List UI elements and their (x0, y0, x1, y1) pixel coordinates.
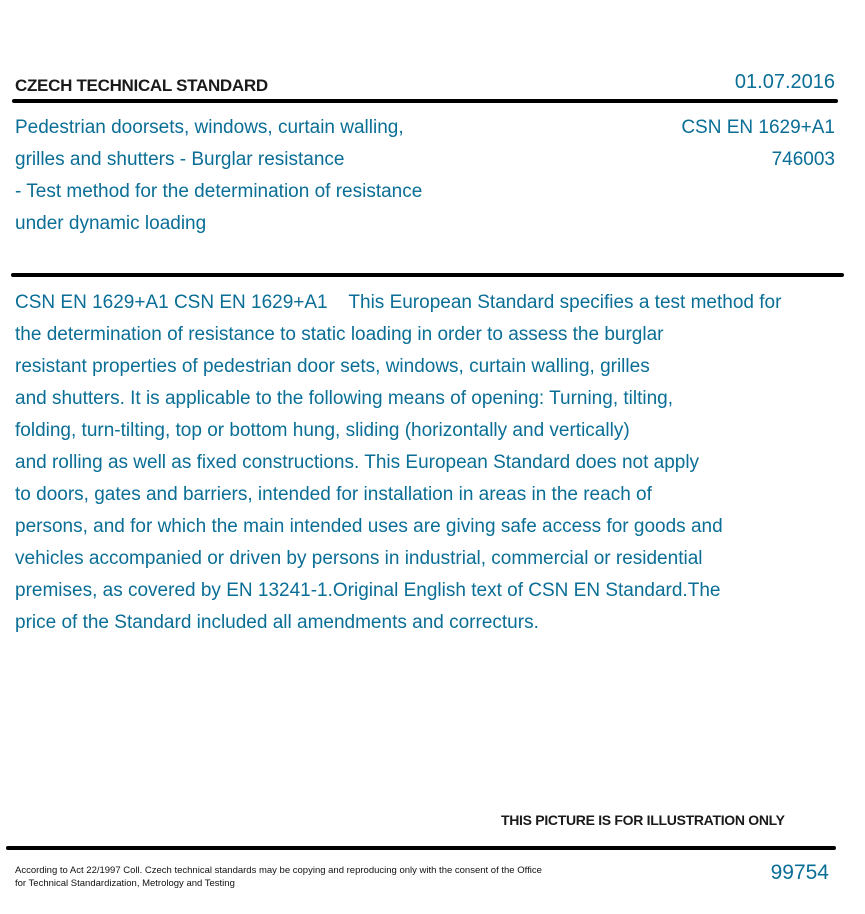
description-line: to doors, gates and barriers, intended for installation in areas in the reach of (15, 484, 652, 505)
publication-date: 01.07.2016 (734, 71, 835, 93)
title-line: under dynamic loading (15, 213, 207, 234)
description-line: CSN EN 1629+A1 CSN EN 1629+A1 This European Standard specifies a test method for (15, 292, 782, 313)
standard-description (15, 287, 781, 639)
standard-identifiers (681, 112, 835, 176)
illustration-note: THIS PICTURE IS FOR ILLUSTRATION ONLY (501, 812, 785, 828)
title-rule (11, 273, 844, 277)
footer-rule (6, 846, 836, 850)
description-line: the determination of resistance to static loading in order to assess the burglar (15, 324, 664, 345)
description-line: vehicles accompanied or driven by persons in industrial, commercial or residential (15, 548, 703, 569)
legal-line: According to Act 22/1997 Coll. Czech technical standards may be copying and reproducing only with the consent of the Office (15, 865, 542, 876)
standard-title (15, 112, 422, 240)
document-id: 99754 (770, 861, 829, 884)
standard-number: 746003 (771, 149, 835, 170)
title-line: grilles and shutters - Burglar resistance (15, 149, 345, 170)
title-line: Pedestrian doorsets, windows, curtain walling, (15, 117, 404, 138)
description-line: resistant properties of pedestrian door sets, windows, curtain walling, grilles (15, 356, 650, 377)
description-line: persons, and for which the main intended uses are giving safe access for goods and (15, 516, 723, 537)
description-line: and shutters. It is applicable to the following means of opening: Turning, tilting, (15, 388, 674, 409)
header-rule (12, 99, 838, 103)
standard-code: CSN EN 1629+A1 (681, 117, 835, 138)
document-type-label: CZECH TECHNICAL STANDARD (15, 76, 268, 95)
legal-notice (15, 864, 542, 890)
description-line: and rolling as well as fixed constructions. This European Standard does not apply (15, 452, 700, 473)
legal-line: for Technical Standardization, Metrology and Testing (15, 878, 235, 889)
description-line: premises, as covered by EN 13241-1.Original English text of CSN EN Standard.The (15, 580, 721, 601)
description-line: folding, turn-tilting, top or bottom hung, sliding (horizontally and vertically) (15, 420, 630, 441)
description-line: price of the Standard included all amendments and correcturs. (15, 612, 539, 633)
title-line: - Test method for the determination of resistance (15, 181, 423, 202)
